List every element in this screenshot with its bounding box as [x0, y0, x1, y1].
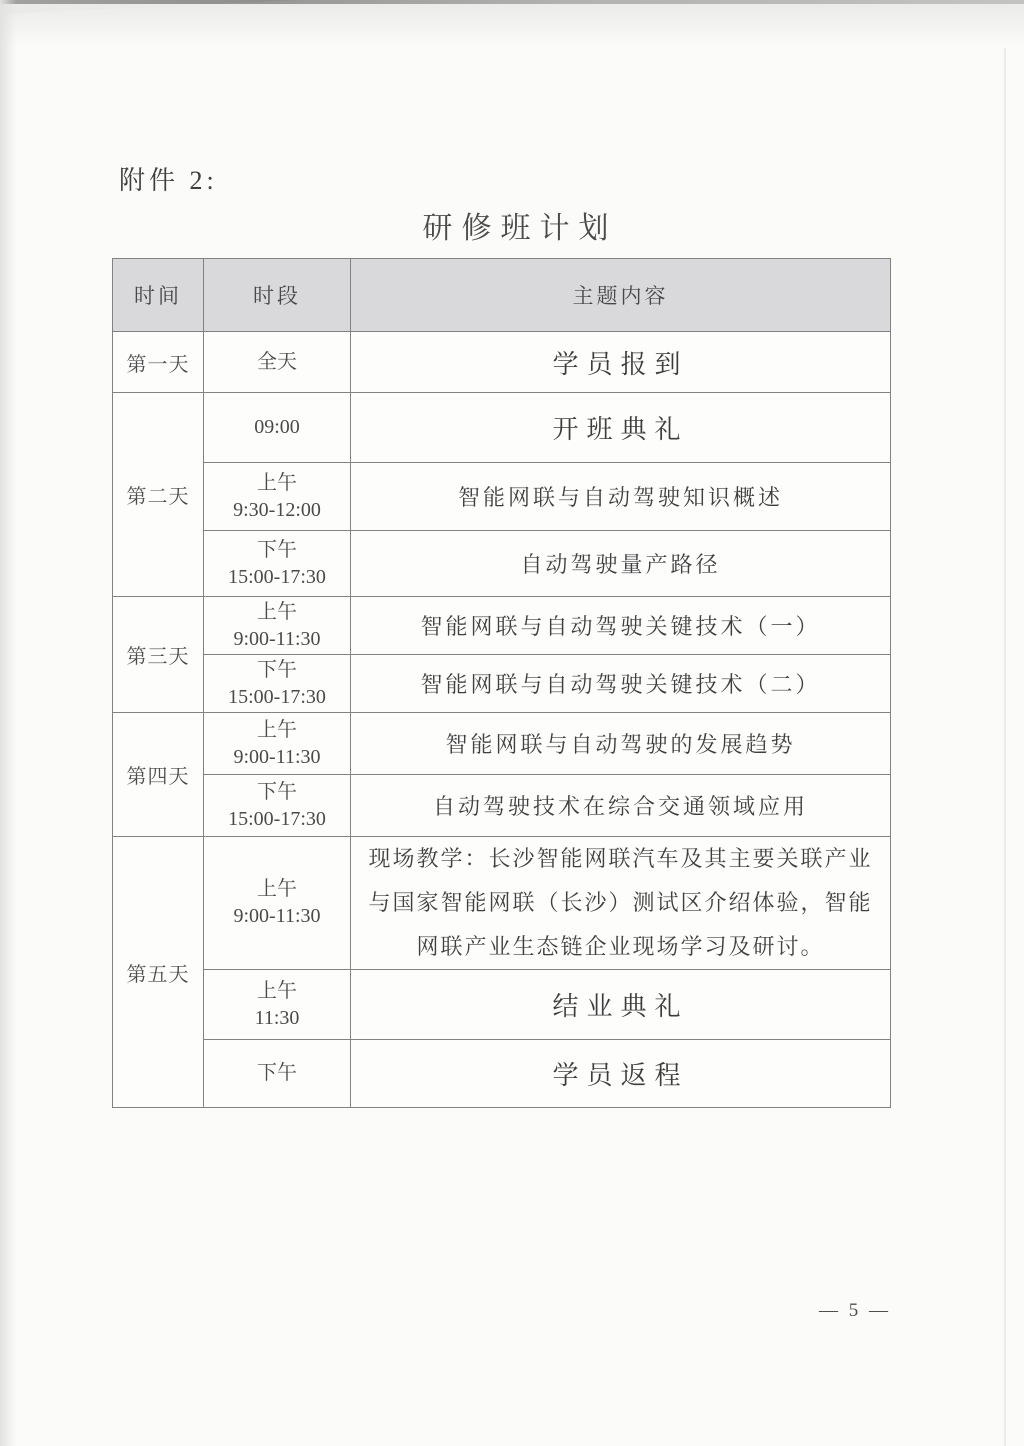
topic-line: 智能网联与自动驾驶关键技术（二）: [420, 672, 821, 697]
header-period: 时段: [204, 259, 351, 332]
period-line: 上午: [257, 718, 297, 741]
topic-cell: [351, 332, 891, 393]
period-line: 15:00-17:30: [228, 565, 326, 588]
period-line: 下午: [257, 658, 297, 681]
header-topic: 主题内容: [351, 259, 891, 332]
period-line: 09:00: [254, 416, 300, 438]
topic-line: 学员返程: [552, 1061, 689, 1090]
period-line: 下午: [257, 538, 297, 561]
period-line: 15:00-17:30: [228, 807, 326, 830]
period-cell: [204, 970, 351, 1040]
table-row: [113, 655, 891, 713]
topic-cell: [351, 970, 891, 1040]
topic-line: 结业典礼: [552, 992, 689, 1021]
period-line: 9:00-11:30: [233, 627, 321, 650]
day-cell: 第一天: [113, 332, 204, 393]
period-line: 上午: [257, 471, 297, 494]
period-line: 上午: [257, 878, 297, 900]
topic-cell: [351, 655, 891, 713]
period-cell: [204, 775, 351, 837]
topic-cell: [351, 713, 891, 775]
topic-cell: [351, 1040, 891, 1108]
topic-line: 智能网联与自动驾驶知识概述: [457, 485, 783, 510]
day-cell: 第二天: [113, 393, 204, 597]
attachment-label: 附件 2:: [119, 166, 218, 195]
table-row: [113, 1040, 891, 1108]
day-cell: 第四天: [113, 713, 204, 837]
period-line: 15:00-17:30: [228, 685, 326, 708]
period-cell: [204, 713, 351, 775]
topic-line: 网联产业生态链企业现场学习及研讨。: [416, 934, 825, 959]
topic-cell: [351, 597, 891, 655]
schedule-table: [112, 258, 891, 1108]
day-cell: 第三天: [113, 597, 204, 713]
period-cell: [204, 837, 351, 970]
table-row: [113, 531, 891, 597]
table-row: [113, 837, 891, 970]
topic-line: 智能网联与自动驾驶关键技术（一）: [420, 614, 821, 639]
table-row: [113, 463, 891, 531]
day-cell: 第五天: [113, 837, 204, 1108]
header-time: 时间: [113, 259, 204, 332]
period-line: 上午: [257, 979, 297, 1002]
period-line: 9:00-11:30: [233, 745, 321, 768]
table-row: [113, 332, 891, 393]
scan-right-edge: [1004, 48, 1006, 1446]
table-header-row: [113, 259, 891, 332]
period-line: 9:00-11:30: [233, 905, 321, 927]
topic-line: 自动驾驶量产路径: [520, 552, 721, 577]
period-cell: [204, 332, 351, 393]
period-cell: [204, 531, 351, 597]
table-row: [113, 713, 891, 775]
period-line: 下午: [257, 780, 297, 803]
topic-line: 学员报到: [552, 349, 689, 379]
period-cell: [204, 463, 351, 531]
topic-cell: [351, 531, 891, 597]
table-row: [113, 775, 891, 837]
table-row: [113, 970, 891, 1040]
page-title: 研修班计划: [422, 212, 618, 245]
period-line: 9:30-12:00: [233, 498, 321, 521]
period-line: 全天: [257, 350, 297, 373]
topic-line: 开班典礼: [552, 415, 689, 444]
table-row: [113, 597, 891, 655]
period-cell: [204, 655, 351, 713]
topic-cell: [351, 393, 891, 463]
period-line: 11:30: [254, 1006, 300, 1029]
topic-line: 现场教学：长沙智能网联汽车及其主要关联产业: [368, 846, 873, 871]
period-line: 下午: [257, 1062, 297, 1084]
period-cell: [204, 393, 351, 463]
scan-top-shadow: [0, 4, 1024, 48]
period-line: 上午: [257, 600, 297, 623]
topic-cell: [351, 463, 891, 531]
topic-cell: [351, 837, 891, 970]
period-cell: [204, 597, 351, 655]
page-number: — 5 —: [819, 1300, 891, 1321]
table-row: [113, 393, 891, 463]
scan-left-shadow: [0, 0, 16, 1446]
topic-line: 与国家智能网联（长沙）测试区介绍体验，智能: [368, 890, 873, 915]
topic-cell: [351, 775, 891, 837]
period-cell: [204, 1040, 351, 1108]
topic-line: 智能网联与自动驾驶的发展趋势: [445, 732, 796, 757]
topic-line: 自动驾驶技术在综合交通领域应用: [432, 794, 808, 819]
